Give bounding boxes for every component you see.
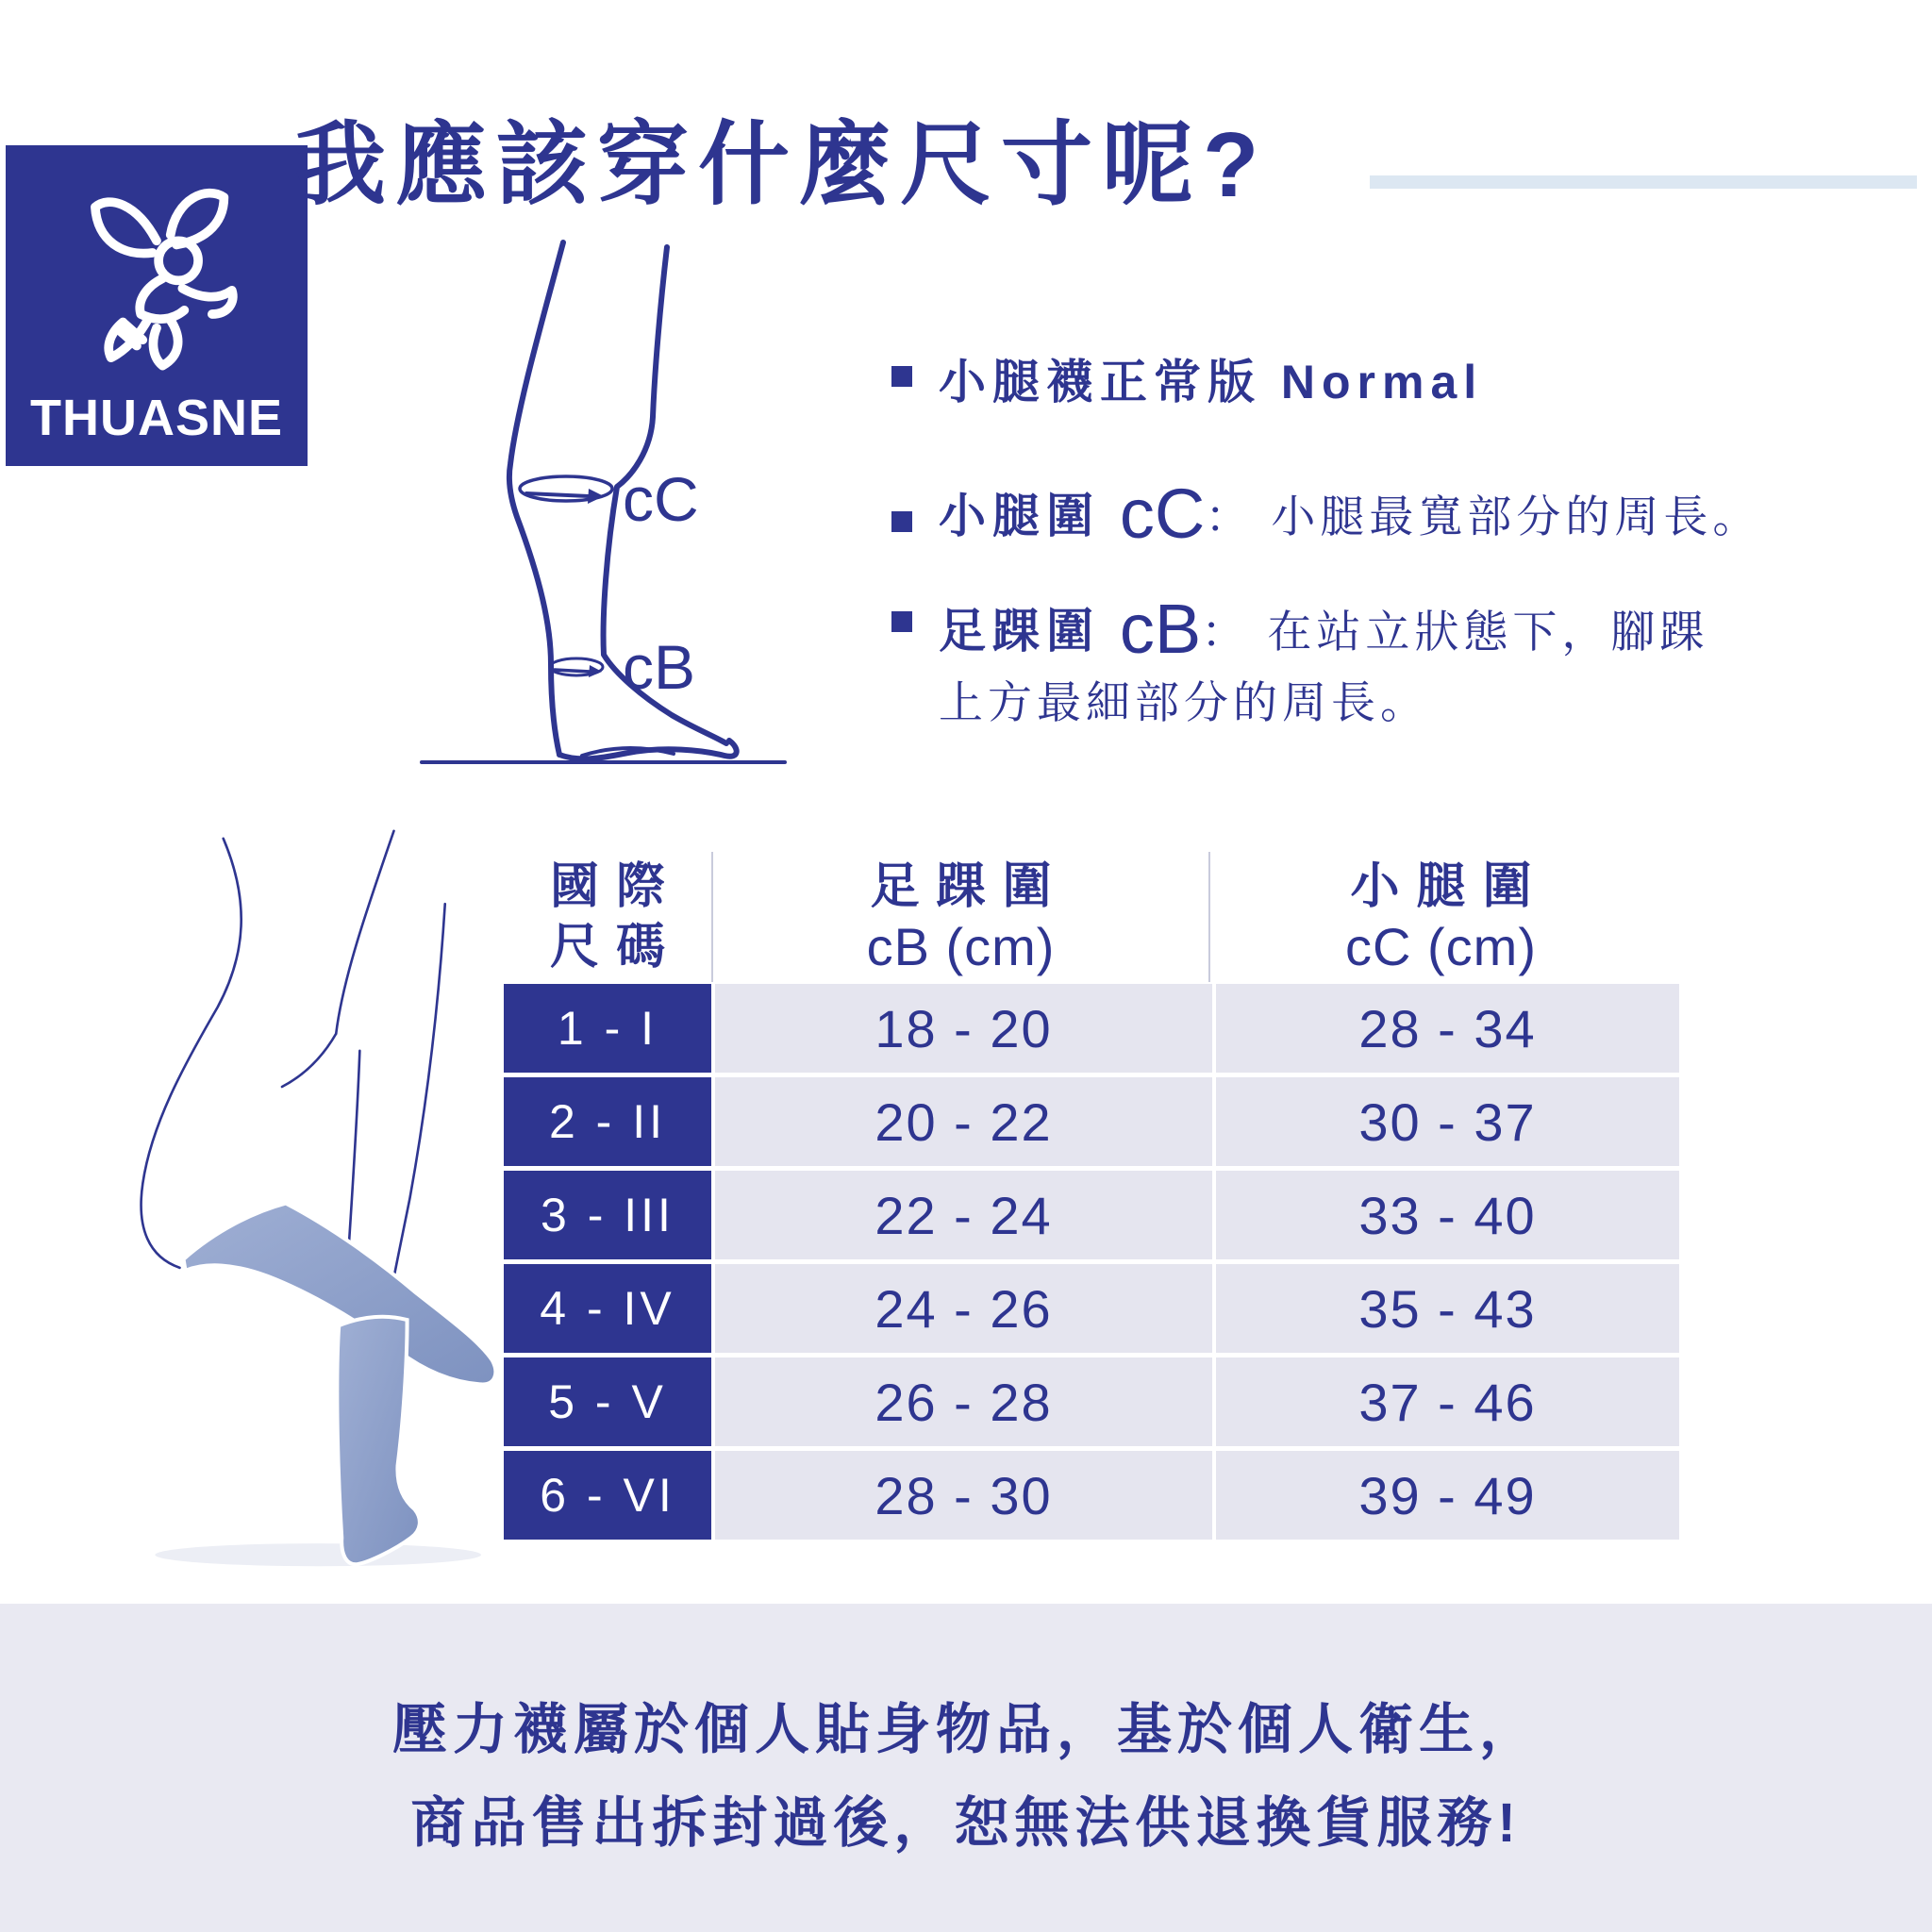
table-body <box>504 984 1672 1540</box>
table-row-size: 1 - I <box>504 984 711 1073</box>
bullet-item-ankle-girth <box>891 590 1709 738</box>
hygiene-notice-banner <box>0 1604 1932 1932</box>
arrowhead-icon <box>589 665 602 677</box>
table-header-row <box>504 852 1672 982</box>
bullet-item-calf-girth <box>891 475 1762 553</box>
bullet-square-icon <box>891 511 912 532</box>
bullet-square-icon <box>891 611 912 632</box>
table-row-cc: 35 - 43 <box>1216 1264 1679 1353</box>
table-row-cc: 28 - 34 <box>1216 984 1679 1073</box>
header-ankle-line1: 足踝圍 <box>870 859 1069 914</box>
page-title: 我應該穿什麼尺寸呢? <box>294 113 1269 216</box>
table-row-cc: 33 - 40 <box>1216 1171 1679 1259</box>
floor-shadow <box>155 1543 481 1566</box>
arrowhead-icon <box>588 489 604 504</box>
notice-line2: 商品售出拆封過後，恕無法供退換貨服務! <box>410 1792 1522 1854</box>
measure-arrow-icon <box>555 670 591 672</box>
legs-stockings-illustration <box>74 813 500 1573</box>
table-row-size: 5 - V <box>504 1357 711 1446</box>
table-row-size: 2 - II <box>504 1077 711 1166</box>
bullet-square-icon <box>891 366 912 387</box>
header-ankle-line2: cB (cm) <box>866 917 1056 976</box>
leg-measurement-diagram <box>389 238 799 815</box>
table-row-size: 4 - IV <box>504 1264 711 1353</box>
header-size-line1: 國際 <box>549 859 682 914</box>
bullet-prefix: 小腿圍 <box>939 490 1120 542</box>
size-chart-table <box>504 852 1672 1540</box>
bullet-text <box>939 590 1709 738</box>
measure-arrow-icon <box>526 493 589 496</box>
bullet-desc-line1: ： 在站立狀態下，腳踝 <box>1201 607 1709 657</box>
header-calf-line1: 小腿圍 <box>1350 859 1549 914</box>
title-underline-rule <box>1370 175 1917 189</box>
header-calf-girth <box>1208 852 1672 982</box>
stocking-vertical-leg <box>337 1317 420 1565</box>
bullet-code: cC <box>1119 475 1206 553</box>
bullet-text <box>939 475 1762 553</box>
table-row-cb: 22 - 24 <box>715 1171 1212 1259</box>
table-row-cb: 18 - 20 <box>715 984 1212 1073</box>
table-row-cc: 37 - 46 <box>1216 1357 1679 1446</box>
bullet-prefix: 足踝圍 <box>939 605 1120 658</box>
bullet-code: cB <box>1119 590 1202 668</box>
table-row-cc: 39 - 49 <box>1216 1451 1679 1540</box>
ankle-girth-label: cB <box>623 632 696 702</box>
table-row-cb: 28 - 30 <box>715 1451 1212 1540</box>
table-row-cb: 20 - 22 <box>715 1077 1212 1166</box>
header-size <box>504 852 711 982</box>
table-row-size: 6 - VI <box>504 1451 711 1540</box>
header-ankle-girth <box>711 852 1208 982</box>
table-row-cb: 26 - 28 <box>715 1357 1212 1446</box>
bullet-desc: ： 小腿最寬部分的周長。 <box>1205 491 1762 541</box>
bullet-text: 小腿襪正常版 Normal <box>939 356 1484 408</box>
table-row-size: 3 - III <box>504 1171 711 1259</box>
table-row-cc: 30 - 37 <box>1216 1077 1679 1166</box>
brand-name: THUASNE <box>29 390 283 446</box>
header-size-line2: 尺碼 <box>549 920 682 974</box>
table-row-cb: 24 - 26 <box>715 1264 1212 1353</box>
header-calf-line2: cC (cm) <box>1345 917 1537 976</box>
bullet-item-normal <box>891 351 1483 413</box>
bullet-desc-line2: 上方最細部分的周長。 <box>939 677 1429 727</box>
thuasne-logo <box>6 145 308 466</box>
notice-line1: 壓力襪屬於個人貼身物品，基於個人衛生， <box>391 1699 1540 1760</box>
calf-girth-label: cC <box>623 464 699 534</box>
thuasne-cherub-icon <box>58 166 256 383</box>
